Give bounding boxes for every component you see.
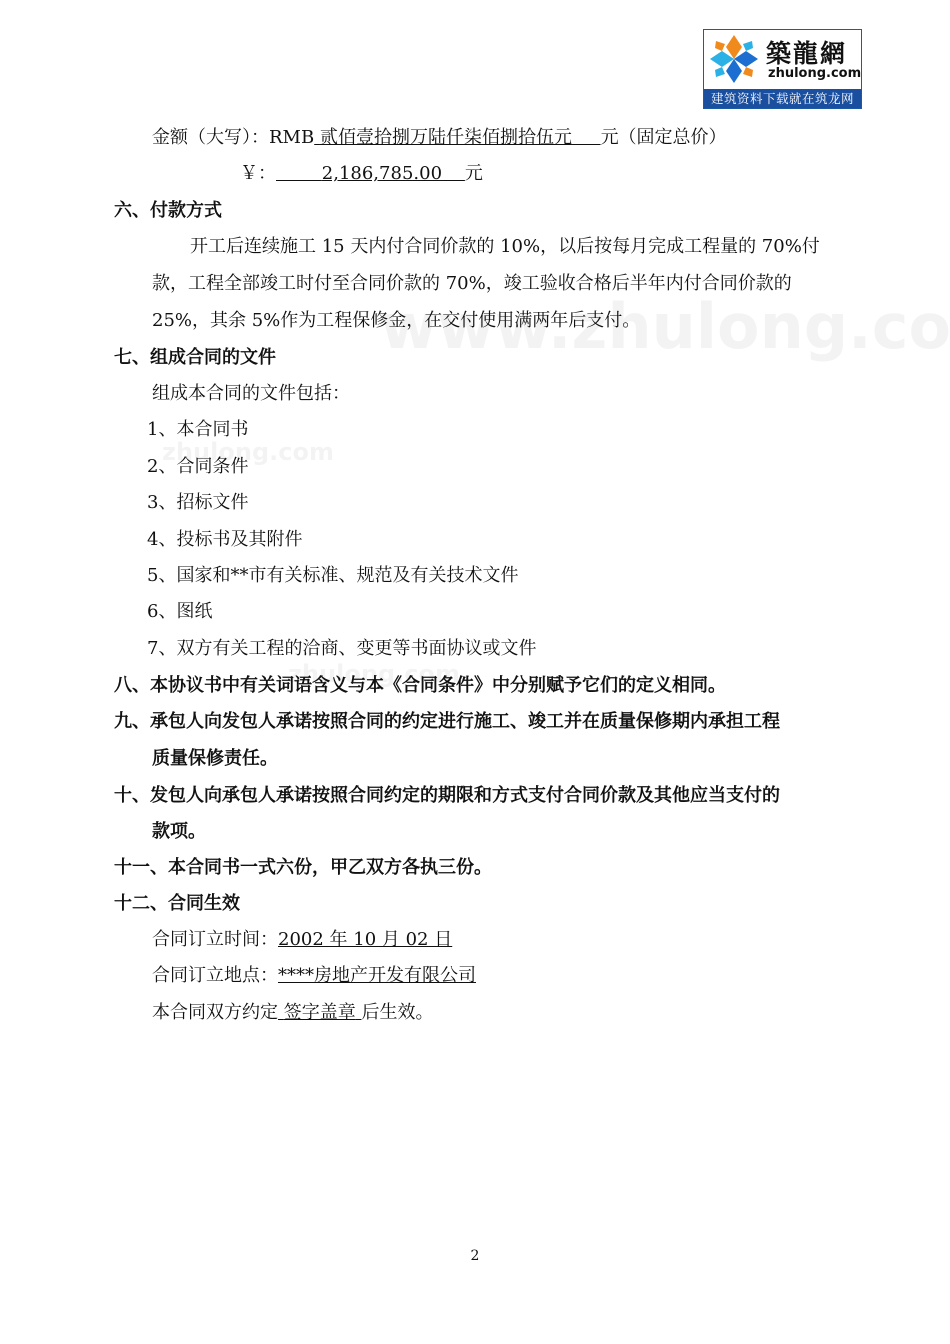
section6-line-1: 开工后连续施工 15 天内付合同价款的 10%，以后按每月完成工程量的 70%付 — [190, 236, 820, 257]
yen-value: 2,186,785.00 — [321, 163, 443, 184]
section6-heading: 六、付款方式 — [114, 200, 222, 221]
contract-effect-line — [152, 1001, 433, 1025]
section7-intro: 组成本合同的文件包括： — [152, 383, 350, 404]
zhulong-logo — [703, 29, 862, 109]
amount-suffix: 元（固定总价） — [600, 127, 727, 148]
logo-chinese-name: 築龍網 — [766, 39, 848, 68]
section7-item-7: 7、双方有关工程的洽商、变更等书面协议或文件 — [147, 638, 537, 659]
section11-line: 十一、本合同书一式六份，甲乙双方各执三份。 — [114, 857, 492, 878]
section7-item-3: 3、招标文件 — [147, 492, 249, 513]
amount-line — [152, 126, 727, 150]
section8-line: 八、本协议书中有关词语含义与本《合同条件》中分别赋予它们的定义相同。 — [114, 675, 726, 696]
amount-label: 金额（大写）：RMB — [152, 127, 315, 148]
contract-place-value: ****房地产开发有限公司 — [278, 965, 476, 986]
section6-line-2: 款，工程全部竣工时付至合同价款的 70%，竣工验收合格后半年内付合同价款的 — [152, 273, 792, 294]
logo-domain: zhulong.com — [768, 66, 862, 81]
contract-place-line — [152, 964, 476, 988]
contract-time-label: 合同订立时间： — [152, 929, 278, 950]
logo-top — [704, 30, 861, 89]
contract-effect-value: 签字盖章 — [283, 1002, 356, 1023]
logo-slogan: 建筑资料下载就在筑龙网 — [704, 89, 861, 108]
contract-time-line — [152, 928, 452, 952]
section7-item-2: 2、合同条件 — [147, 456, 249, 477]
section9-line-1: 九、承包人向发包人承诺按照合同的约定进行施工、竣工并在质量保修期内承担工程 — [114, 711, 780, 732]
page-number: 2 — [470, 1248, 480, 1264]
contract-time-value: 2002 年 10 月 02 日 — [278, 929, 453, 950]
diamond-mark-icon — [708, 33, 760, 85]
section7-item-4: 4、投标书及其附件 — [147, 529, 303, 550]
section10-line-1: 十、发包人向承包人承诺按照合同约定的期限和方式支付合同价款及其他应当支付的 — [114, 785, 780, 806]
yen-suffix: 元 — [464, 163, 483, 184]
section7-item-5: 5、国家和**市有关标准、规范及有关技术文件 — [147, 565, 519, 586]
section7-item-6: 6、图纸 — [147, 601, 213, 622]
section10-line-2: 款项。 — [152, 821, 206, 842]
section7-heading: 七、组成合同的文件 — [114, 347, 276, 368]
contract-effect-suffix: 后生效。 — [361, 1002, 434, 1023]
contract-effect-prefix: 本合同双方约定 — [152, 1002, 278, 1023]
section9-line-2: 质量保修责任。 — [152, 748, 278, 769]
amount-upper: 贰佰壹拾捌万陆仟柒佰捌拾伍元 — [319, 127, 572, 148]
section6-line-3: 25%，其余 5%作为工程保修金，在交付使用满两年后支付。 — [152, 310, 641, 331]
contract-place-label: 合同订立地点： — [152, 965, 278, 986]
section7-item-1: 1、本合同书 — [147, 419, 249, 440]
yen-line — [240, 162, 483, 186]
section12-heading: 十二、合同生效 — [114, 893, 240, 914]
yen-label: ￥： — [240, 163, 276, 184]
